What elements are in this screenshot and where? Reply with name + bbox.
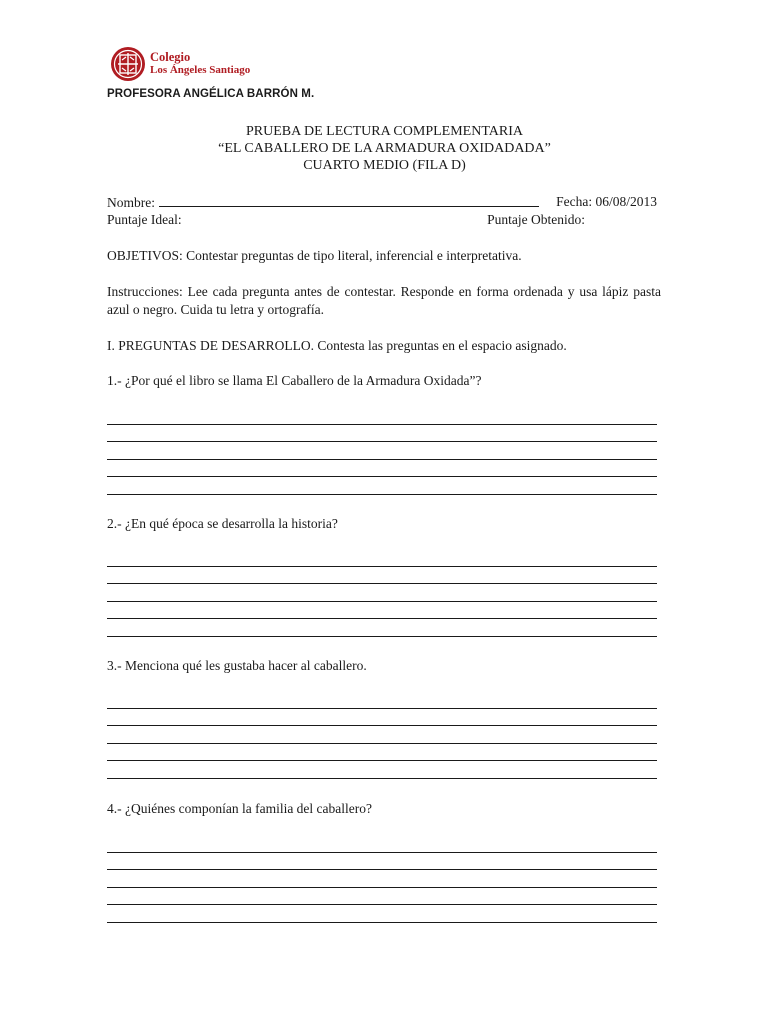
answer-lines-1[interactable]	[107, 407, 657, 495]
answer-line[interactable]	[107, 744, 657, 762]
exam-title	[107, 123, 662, 174]
answer-line[interactable]	[107, 425, 657, 443]
answer-lines-3[interactable]	[107, 691, 657, 779]
question-1: 1.- ¿Por qué el libro se llama El Caballero de la Armadura Oxidada”?	[107, 373, 482, 388]
answer-line[interactable]	[107, 602, 657, 620]
title-line-3: CUARTO MEDIO (FILA D)	[303, 158, 466, 173]
answer-lines-4[interactable]	[107, 835, 657, 923]
answer-line[interactable]	[107, 726, 657, 744]
answer-line[interactable]	[107, 460, 657, 478]
answer-line[interactable]	[107, 477, 657, 495]
answer-line[interactable]	[107, 584, 657, 602]
answer-lines-2[interactable]	[107, 549, 657, 637]
answer-line[interactable]	[107, 619, 657, 637]
answer-line[interactable]	[107, 709, 657, 727]
obtained-score-label: Puntaje Obtenido:	[487, 212, 585, 227]
school-emblem-icon	[110, 46, 146, 82]
answer-line[interactable]	[107, 567, 657, 585]
score-row	[107, 211, 585, 229]
answer-line[interactable]	[107, 761, 657, 779]
school-name-line1: Colegio	[150, 50, 191, 64]
answer-line[interactable]	[107, 691, 657, 709]
instructions-text: Instrucciones: Lee cada pregunta antes de contestar. Responde en forma ordenada y usa lápiz pasta azul o negro. Cuida tu letra y ortografía.	[107, 284, 661, 317]
date-label: Fecha: 06/08/2013	[556, 194, 657, 209]
objectives-text: OBJETIVOS: Contestar preguntas de tipo literal, inferencial e interpretativa.	[107, 248, 522, 263]
answer-line[interactable]	[107, 442, 657, 460]
question-3: 3.- Menciona qué les gustaba hacer al caballero.	[107, 658, 367, 673]
school-name	[150, 51, 250, 77]
title-line-2: “EL CABALLERO DE LA ARMADURA OXIDADADA”	[218, 141, 551, 156]
ideal-score-label: Puntaje Ideal:	[107, 212, 182, 227]
answer-line[interactable]	[107, 407, 657, 425]
title-line-1: PRUEBA DE LECTURA COMPLEMENTARIA	[246, 124, 523, 139]
school-name-line2: Los Ángeles Santiago	[150, 64, 251, 76]
question-2: 2.- ¿En qué época se desarrolla la historia?	[107, 516, 338, 531]
name-blank-line[interactable]	[159, 193, 539, 207]
name-label: Nombre:	[107, 195, 155, 210]
answer-line[interactable]	[107, 549, 657, 567]
section-heading: I. PREGUNTAS DE DESARROLLO. Contesta las preguntas en el espacio asignado.	[107, 338, 567, 353]
answer-line[interactable]	[107, 870, 657, 888]
answer-line[interactable]	[107, 853, 657, 871]
name-date-row	[107, 193, 657, 212]
answer-line[interactable]	[107, 905, 657, 923]
answer-line[interactable]	[107, 888, 657, 906]
school-logo	[110, 46, 250, 82]
answer-line[interactable]	[107, 835, 657, 853]
teacher-name: PROFESORA ANGÉLICA BARRÓN M.	[107, 88, 315, 100]
name-field[interactable]	[107, 193, 543, 212]
question-4: 4.- ¿Quiénes componían la familia del caballero?	[107, 801, 373, 816]
